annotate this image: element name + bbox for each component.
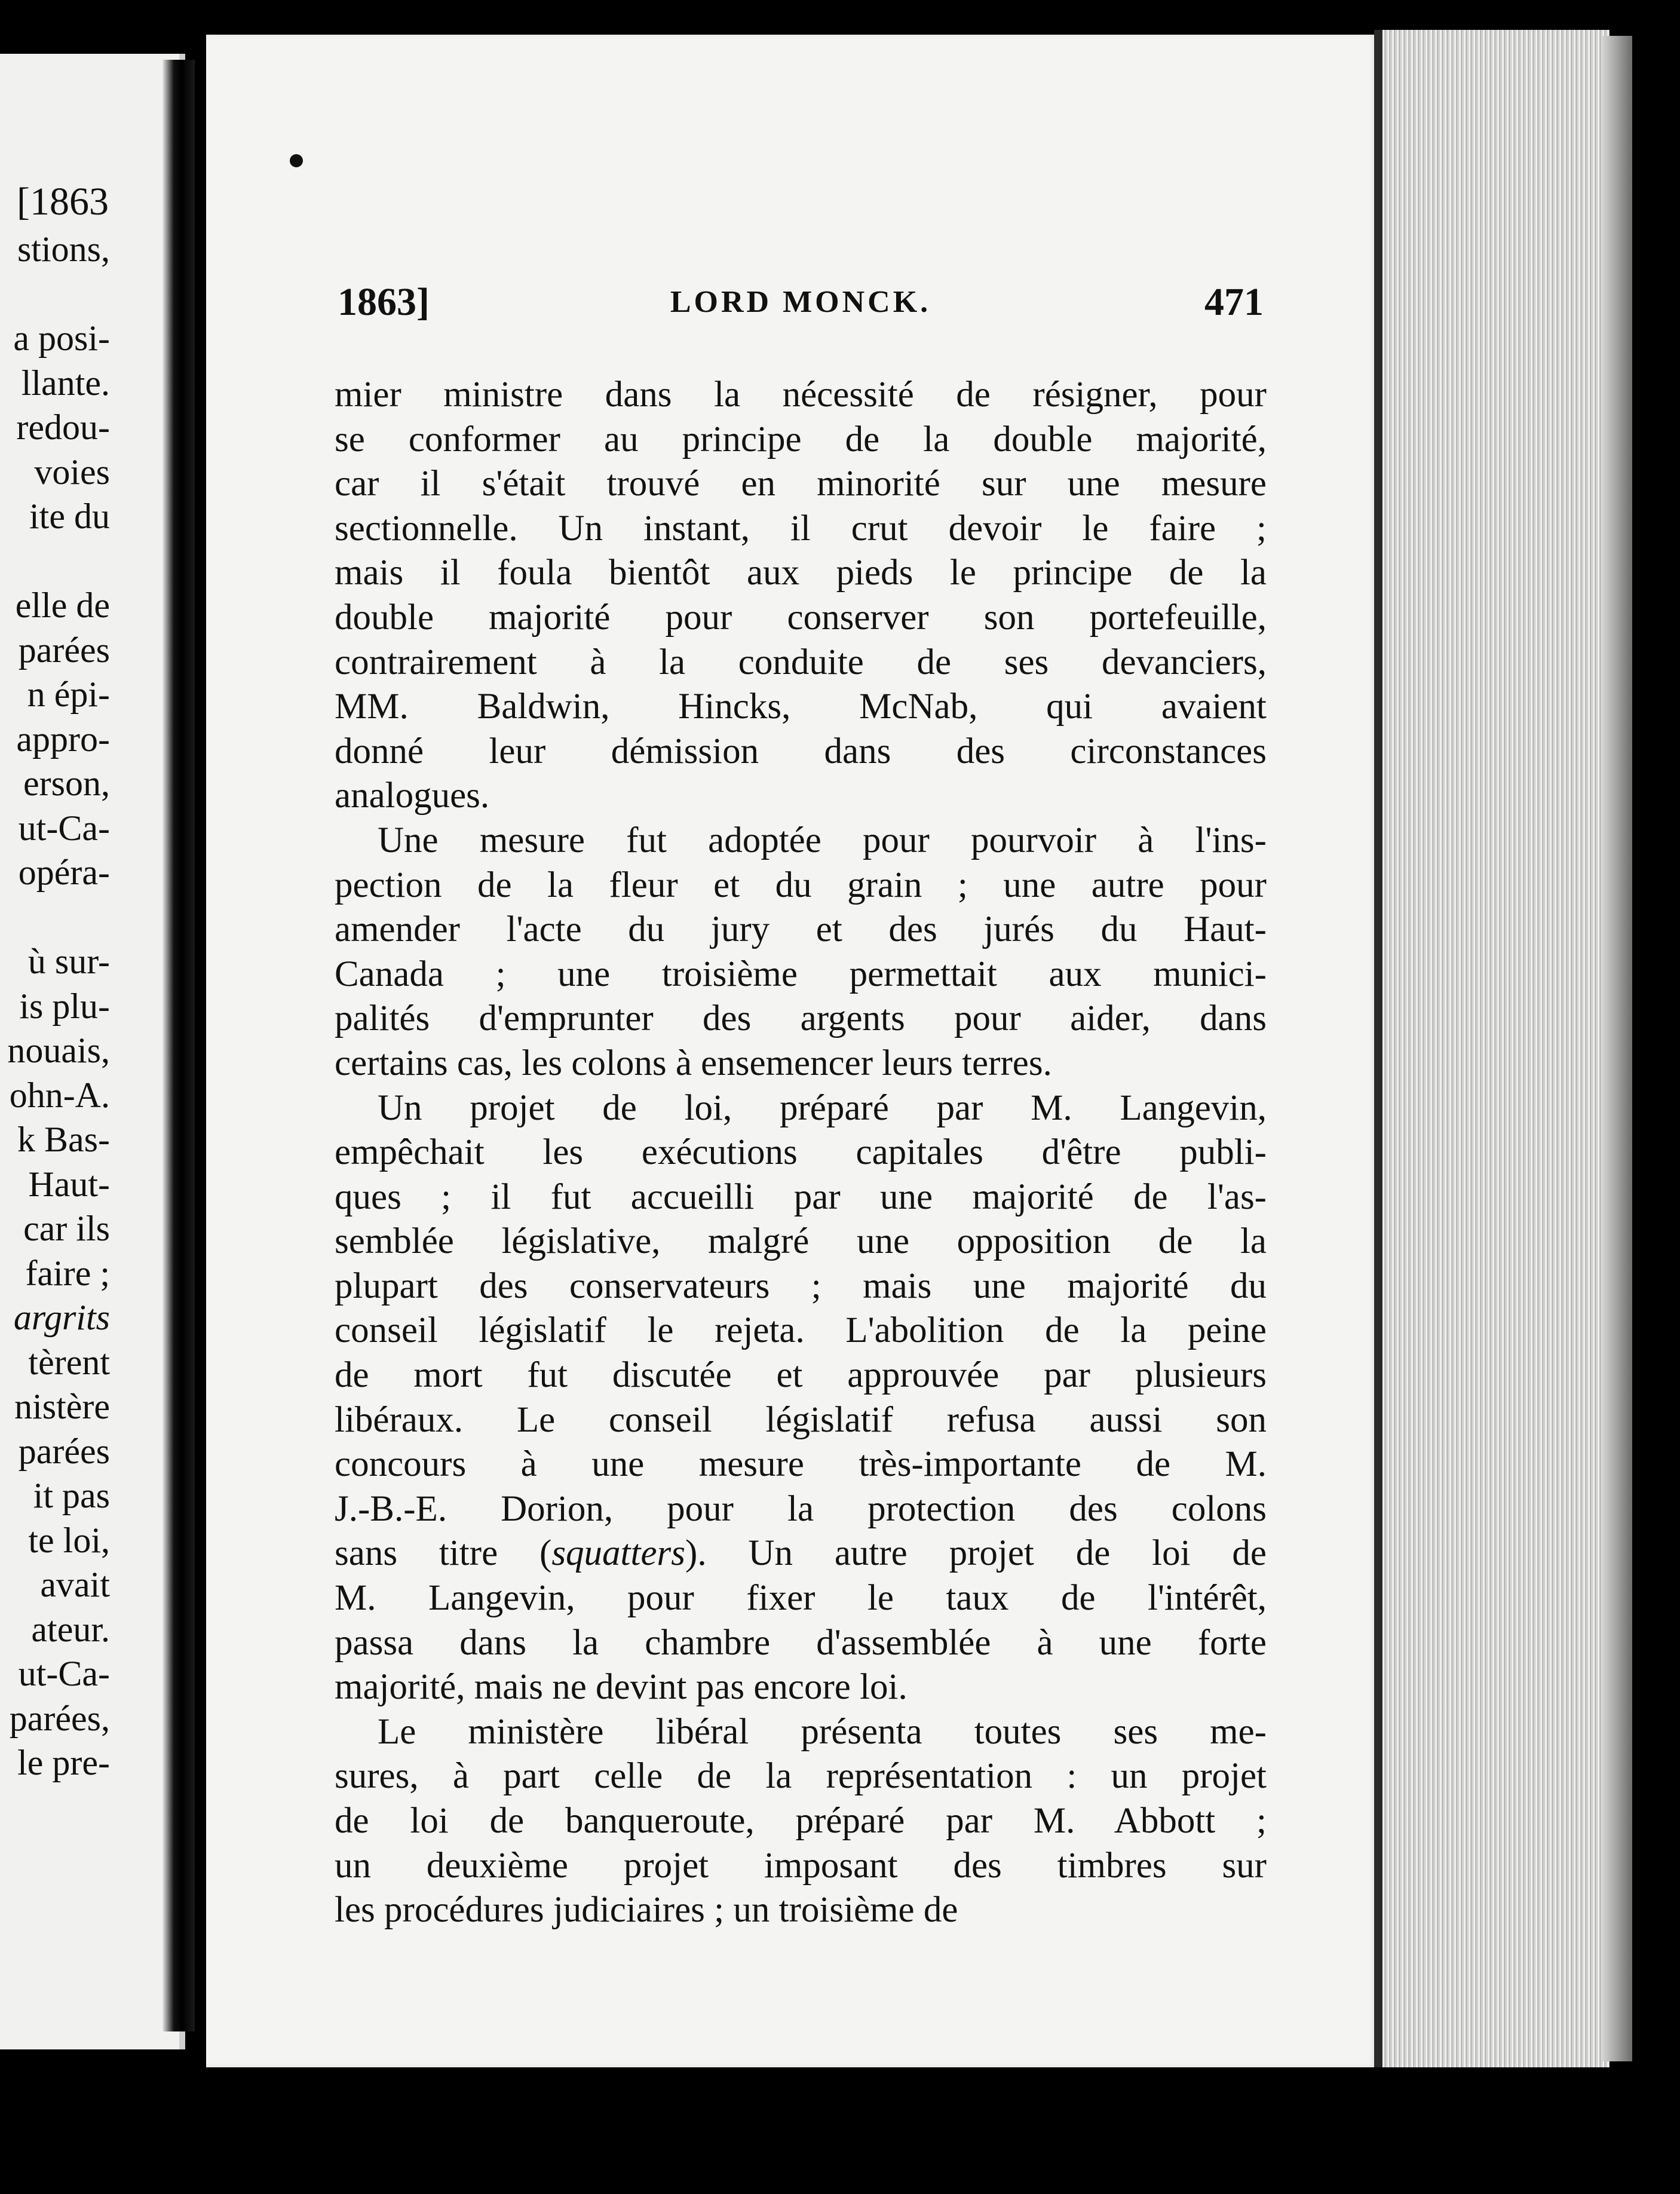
book-gutter [163,60,195,2031]
running-head-title: LORD MONCK. [670,285,931,319]
previous-page-line: argrits [13,1298,110,1337]
text-line: certains cas, les colons à ensemencer leurs terres. [335,1043,1052,1083]
text-line: car il s'était trouvé en minorité sur une mesure [335,464,1267,504]
text-line: pection de la fleur et du grain ; une autre pour [335,865,1267,905]
previous-page-line: parées [18,630,110,670]
text-line: mier ministre dans la nécessité de résigner, pour [335,375,1267,415]
page-number: 471 [1204,280,1264,324]
previous-page-line: car ils [23,1209,110,1248]
ink-spot [290,154,303,167]
text-line: plupart des conservateurs ; mais une majorité du [335,1265,1267,1306]
running-head [338,280,1264,333]
text-line: un deuxième projet imposant des timbres sur [335,1845,1267,1886]
previous-page-line: voies [34,452,110,492]
text-line: MM. Baldwin, Hincks, McNab, qui avaient [335,687,1267,727]
body-text [335,373,1267,1933]
page-edges [1374,30,1610,2067]
previous-page-line: le pre- [17,1743,110,1782]
text-line: Une mesure fut adoptée pour pourvoir à l'ins- [378,820,1267,860]
previous-page-line: tèrent [28,1342,110,1382]
text-line: se conformer au principe de la double majorité, [335,419,1267,459]
text-line: concours à une mesure très-importante de M. [335,1444,1267,1485]
text-line: empêchait les exécutions capitales d'être publi- [335,1132,1267,1173]
previous-page-line: ateur. [31,1609,110,1649]
previous-page-line: nouais, [7,1031,110,1070]
previous-page-line [7,539,110,584]
text-line: palités d'emprunter des argents pour aider, dans [335,998,1267,1039]
page-471 [206,35,1377,2067]
previous-page-line: avait [40,1565,110,1604]
text-line: conseil législatif le rejeta. L'abolition de la peine [335,1310,1267,1351]
previous-page-line: redou- [16,407,110,447]
previous-page-line: k Bas- [17,1120,110,1159]
previous-page-line: opéra- [18,853,110,892]
text-line: les procédures judiciaires ; un troisième de [335,1890,958,1931]
previous-page-line: te loi, [28,1520,110,1560]
text-line: Canada ; une troisième permettait aux munici- [335,954,1267,994]
previous-page-line: erson, [23,764,110,803]
previous-page-fragment [0,54,185,2049]
previous-page-line: is plu- [19,986,110,1026]
text-line: M. Langevin, pour fixer le taux de l'intérêt, [335,1578,1267,1619]
previous-page-line: appro- [16,719,110,759]
text-line: sectionnelle. Un instant, il crut devoir le faire ; [335,508,1267,548]
text-line: mais il foula bientôt aux pieds le principe de la [335,553,1267,593]
text-line: Un projet de loi, préparé par M. Langevin, [378,1087,1267,1128]
previous-page-line: ohn-A. [9,1075,110,1115]
text-line: amender l'acte du jury et des jurés du Haut- [335,909,1267,950]
text-line: sans titre (squatters). Un autre projet de loi de [335,1533,1267,1574]
book-cover-edge [1601,36,1632,2061]
previous-page-line: a posi- [13,318,110,358]
italic-term: squatters [551,1533,685,1574]
text-line: de mort fut discutée et approuvée par plusieurs [335,1355,1267,1396]
text-line: donné leur démission dans des circonstances [335,731,1267,771]
text-line: analogues. [335,776,490,816]
previous-page-line: n épi- [27,675,110,714]
text-line: passa dans la chambre d'assemblée à une forte [335,1622,1267,1663]
previous-page-line: faire ; [25,1253,110,1293]
text-line: double majorité pour conserver son portefeuille, [335,597,1267,638]
previous-page-line [7,272,110,317]
text-line: ques ; il fut accueilli par une majorité de l'as- [335,1176,1267,1217]
previous-page-line: Haut- [28,1164,110,1204]
previous-page-line: ù sur- [27,942,110,981]
previous-page-text [7,227,110,1785]
text-line: contrairement à la conduite de ses devanciers, [335,642,1267,682]
previous-page-line: elle de [15,586,110,625]
running-head-year: 1863] [338,280,430,324]
previous-page-line: ut-Ca- [18,1654,110,1693]
text-line: J.-B.-E. Dorion, pour la protection des colons [335,1488,1267,1529]
text-line: libéraux. Le conseil législatif refusa aussi son [335,1399,1267,1440]
text-line: Le ministère libéral présenta toutes ses me- [378,1711,1267,1752]
text-line: majorité, mais ne devint pas encore loi. [335,1667,908,1708]
previous-page-line: nistère [14,1387,110,1426]
previous-page-line: it pas [33,1476,110,1515]
text-line: de loi de banqueroute, préparé par M. Abbott ; [335,1801,1267,1841]
previous-page-line: parées, [9,1698,110,1738]
previous-page-line [7,895,110,940]
previous-page-line: parées [18,1431,110,1471]
previous-page-line: ut-Ca- [18,808,110,848]
previous-page-line: stions, [17,229,110,269]
text-line: semblée législative, malgré une opposition de la [335,1221,1267,1262]
previous-page-header: [1863 [17,180,109,223]
text-line: sures, à part celle de la représentation : un projet [335,1756,1267,1797]
previous-page-line: ite du [29,497,110,536]
previous-page-line: llante. [21,363,110,403]
